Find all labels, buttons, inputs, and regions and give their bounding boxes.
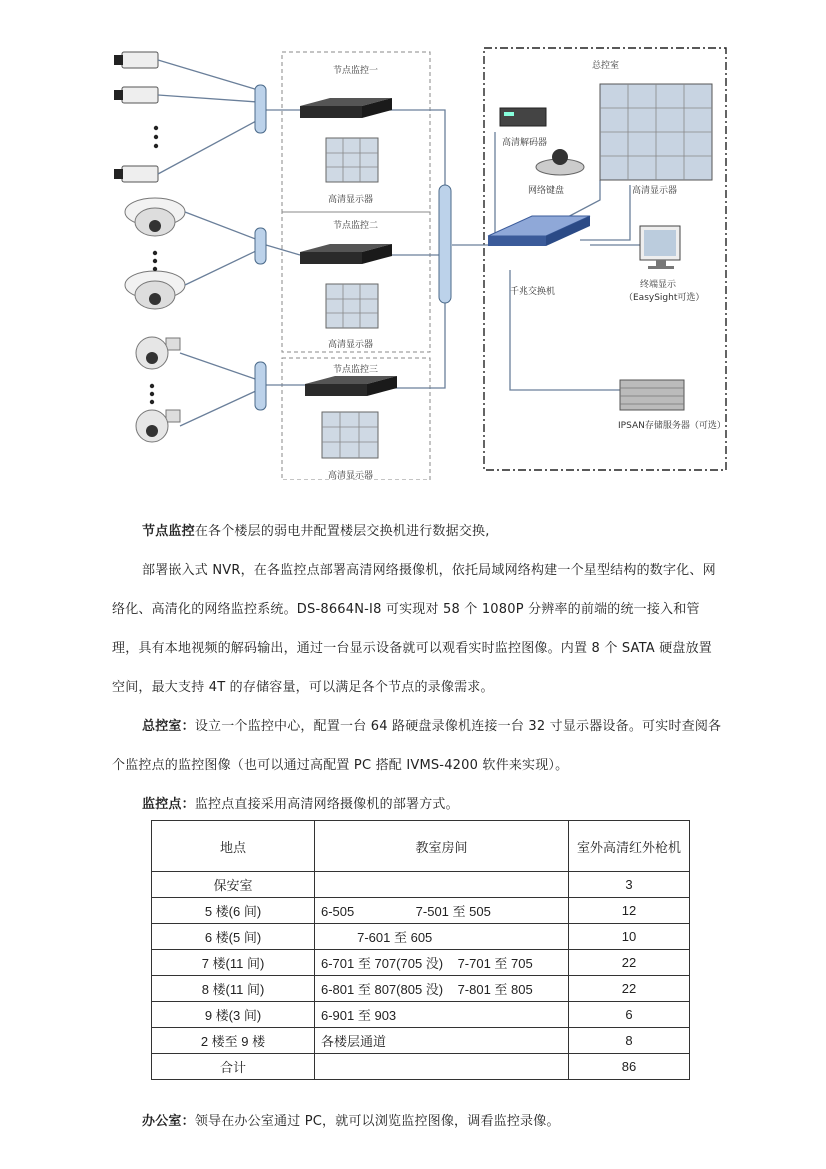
cell-count: 22 [569,950,690,976]
node1-display-label: 高清显示器 [328,195,374,205]
cell-rooms: 6-801 至 807(805 没) 7-801 至 805 [315,976,569,1002]
control-room-title: 总控室 [592,61,620,71]
decoder-label: 高清解码器 [502,138,548,148]
cell-count: 3 [569,872,690,898]
cell-rooms: 7-601 至 605 [315,924,569,950]
cell-location: 5 楼(6 间) [152,898,315,924]
node1-title: 节点监控一 [333,66,379,76]
cell-location: 合计 [152,1054,315,1080]
control-room-text: 设立一个监控中心，配置一台 64 路硬盘录像机连接一台 32 寸显示器设备。可实时查阅各个监控点的监控图像（也可以通过高配置 PC 搭配 IVMS-4200 软件来实现）。 [112,719,722,773]
header-location: 地点 [152,821,315,872]
cell-rooms: 各楼层通道 [315,1028,569,1054]
cell-location: 7 楼(11 间) [152,950,315,976]
node3-display-label: 高清显示器 [328,471,374,481]
table-row [152,924,690,950]
paragraph-control-room [112,707,724,785]
cell-rooms [315,1054,569,1080]
diagram-drawing [100,40,740,480]
ptz-camera-icon [136,337,180,442]
cell-location: 保安室 [152,872,315,898]
cell-rooms: 6-901 至 903 [315,1002,569,1028]
node-monitoring-heading: 节点监控 [142,524,195,539]
terminal-monitor-icon [640,226,680,269]
monitor-point-heading: 监控点： [142,797,195,812]
table-header-row [152,821,690,872]
table-row-total [152,1054,690,1080]
network-diagram [100,40,740,480]
office-heading: 办公室： [142,1114,195,1129]
camera-allocation-table [151,820,690,1080]
table-row [152,976,690,1002]
cell-rooms: 6-701 至 707(705 没) 7-701 至 705 [315,950,569,976]
node2-display-label: 高清显示器 [328,340,374,350]
table-row [152,872,690,898]
header-rooms: 教室房间 [315,821,569,872]
monitor-grid-icon [322,138,378,458]
node3-title: 节点监控三 [333,365,379,375]
table-row [152,898,690,924]
keyboard-icon [536,149,584,175]
table-row [152,1028,690,1054]
terminal-note: （EasySight可选） [624,293,705,303]
cell-count: 86 [569,1054,690,1080]
video-wall-label: 高清显示器 [632,186,678,196]
storage-server-icon [620,380,684,410]
box-camera-icon [114,52,158,182]
cell-count: 22 [569,976,690,1002]
cell-rooms [315,872,569,898]
office-text: 领导在办公室通过 PC，就可以浏览监控图像，调看监控录像。 [194,1114,560,1129]
paragraph-office [112,1102,724,1141]
node2-title: 节点监控二 [333,221,379,231]
cell-count: 12 [569,898,690,924]
paragraph-node-monitoring [112,512,724,551]
video-wall-icon [600,84,712,180]
control-room-heading: 总控室： [142,719,195,734]
cell-count: 6 [569,1002,690,1028]
paragraph-monitor-point [112,785,724,824]
switch-label: 千兆交换机 [510,287,556,297]
cell-location: 2 楼至 9 楼 [152,1028,315,1054]
terminal-label: 终端显示 [640,280,677,290]
node-monitoring-text: 在各个楼层的弱电井配置楼层交换机进行数据交换, [194,524,490,539]
cell-location: 6 楼(5 间) [152,924,315,950]
keyboard-label: 网络键盘 [528,186,565,196]
cell-count: 8 [569,1028,690,1054]
decoder-icon [500,108,546,126]
cell-rooms: 6-505 7-501 至 505 [315,898,569,924]
storage-label: IPSAN存储服务器（可选） [618,421,726,431]
monitor-point-text: 监控点直接采用高清网络摄像机的部署方式。 [194,797,459,812]
header-cameras: 室外高清红外枪机 [569,821,690,872]
table-row [152,950,690,976]
table-row [152,1002,690,1028]
cell-location: 9 楼(3 间) [152,1002,315,1028]
cell-location: 8 楼(11 间) [152,976,315,1002]
paragraph-nvr: 部署嵌入式 NVR，在各监控点部署高清网络摄像机，依托局域网络构建一个星型结构的数字化、网络化、高清化的网络监控系统。DS-8664N-I8 可实现对 58 个 1080P 分辨率的前端的统一接入和管理，具有本地视频的解码输出，通过一台显示设备就可以观看实时监控图像。内置 8 个 SATA 硬盘放置空间，最大支持 4T 的存储容量，可以满足各个节点的录像需求。 [112,563,716,695]
gigabit-switch-icon [488,216,590,246]
cell-count: 10 [569,924,690,950]
